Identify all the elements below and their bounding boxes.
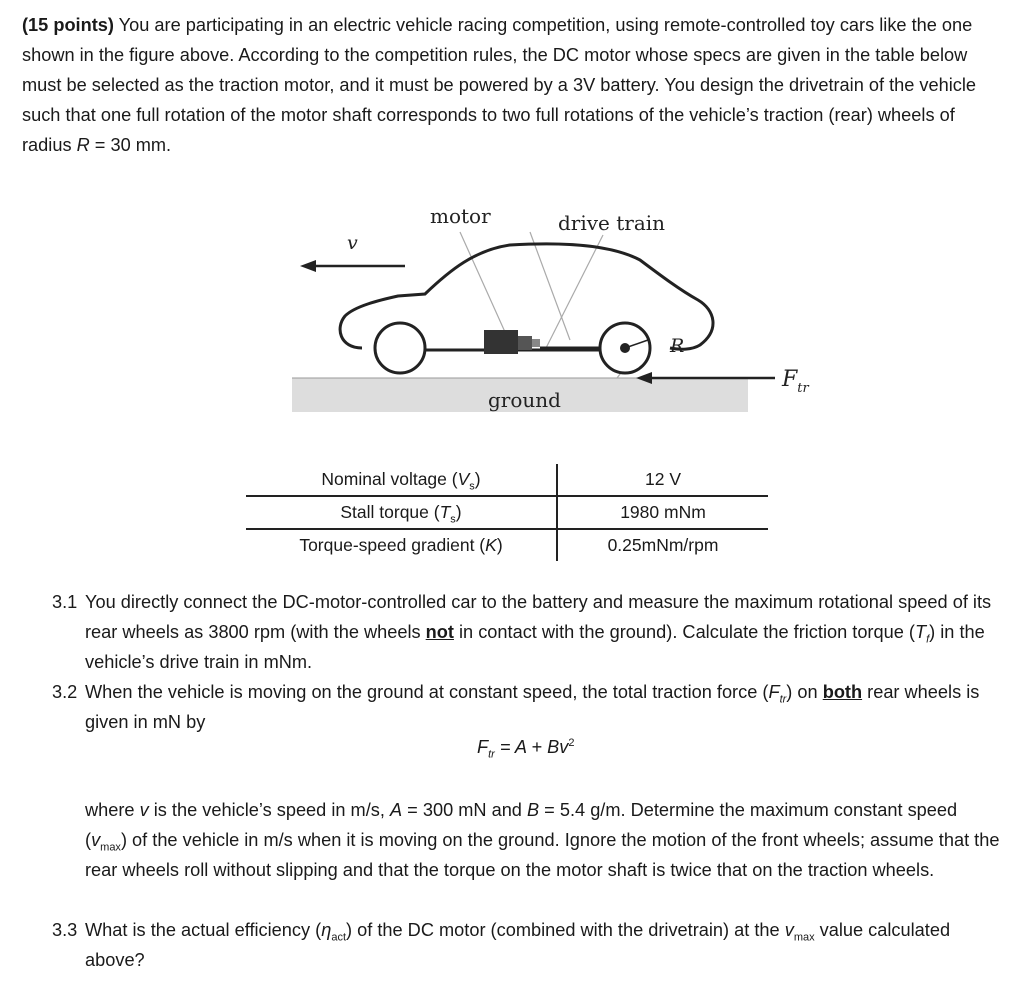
row-name-text: Torque-speed gradient ( bbox=[299, 535, 486, 555]
table-cell-value: 12 V bbox=[557, 464, 768, 496]
car-diagram bbox=[0, 180, 1024, 450]
intro-text-1: You are participating in an electric vehicle racing competition, using remote-controlled toy cars like the one shown in the figure above. According to the competition rules, the DC motor whose specs are given in the table below must be selected as the traction motor, and it must be powered by a 3V battery. You design the drivetrain of the vehicle such that one full rotation of the motor shaft corresponds to two full rotations of the vehicle’s traction (rear) wheels of radius bbox=[22, 15, 977, 155]
row-name-text: Stall torque ( bbox=[340, 502, 440, 522]
q32-text-4: where bbox=[85, 800, 140, 820]
row-symbol: V bbox=[457, 469, 470, 489]
q32-text-6: = 300 mN and bbox=[402, 800, 527, 820]
question-number: 3.2 bbox=[52, 682, 78, 702]
intro-text-2: = 30 mm. bbox=[89, 135, 172, 155]
table-row bbox=[246, 529, 768, 561]
row-name-close: ) bbox=[496, 535, 503, 555]
row-name-close: ) bbox=[455, 502, 462, 522]
table-cell-name bbox=[246, 496, 557, 529]
intro-paragraph bbox=[22, 10, 1007, 160]
table-row bbox=[246, 496, 768, 529]
motor-body bbox=[484, 330, 518, 354]
row-subscript: s bbox=[469, 480, 475, 493]
q33-text-1: What is the actual efficiency ( bbox=[85, 920, 322, 940]
q33-text-3: value calculated above? bbox=[85, 920, 951, 970]
ground-label: ground bbox=[488, 388, 561, 412]
question-3-1 bbox=[52, 587, 1002, 677]
q32-symbol-F-sub: tr bbox=[779, 693, 787, 706]
q33-text-2: ) of the DC motor (combined with the drivetrain) at the bbox=[346, 920, 785, 940]
motor-label: motor bbox=[430, 204, 491, 228]
q32-text-1: When the vehicle is moving on the ground at constant speed, the total traction force ( bbox=[85, 682, 769, 702]
question-3-3 bbox=[52, 915, 1002, 975]
intro-R: R bbox=[76, 135, 90, 155]
drive-train-label: drive train bbox=[558, 211, 666, 235]
eq-body: = A + Bv bbox=[494, 737, 569, 757]
q32-emphasis-both: both bbox=[822, 682, 863, 702]
row-subscript: s bbox=[450, 513, 456, 526]
eq-superscript: 2 bbox=[568, 736, 575, 749]
question-number: 3.1 bbox=[52, 592, 78, 612]
radius-label: R bbox=[670, 335, 685, 357]
q31-text-1: You directly connect the DC-motor-controlled car to the battery and measure the maximum rotational speed of its rear wheels as 3800 rpm (with the wheels bbox=[85, 592, 992, 642]
q33-symbol-v: v bbox=[784, 920, 794, 940]
q31-emphasis-not: not bbox=[425, 622, 454, 642]
row-name-text: Nominal voltage ( bbox=[321, 469, 458, 489]
table-row bbox=[246, 464, 768, 496]
motor-specs-table bbox=[246, 464, 768, 561]
q32-text-7: = 5.4 g/m. Determine the maximum constant speed ( bbox=[85, 800, 958, 850]
velocity-label: v bbox=[347, 232, 358, 254]
q32-text-8: ) of the vehicle in m/s when it is moving on the ground. Ignore the motion of the front wheels; assume that the rear wheels roll without slipping and that the torque on the motor shaft is twice that on the traction wheels. bbox=[85, 830, 1000, 880]
drivetrain-leader-line-1 bbox=[530, 232, 570, 340]
q31-text-3: ) in the vehicle’s drive train in mNm. bbox=[85, 622, 985, 672]
eq-symbol-F-sub: tr bbox=[488, 748, 495, 761]
table-cell-name bbox=[246, 464, 557, 496]
q31-symbol-T: T bbox=[914, 622, 927, 642]
q31-symbol-T-sub: f bbox=[926, 633, 930, 646]
q32-symbol-vmax-sub: max bbox=[100, 841, 121, 854]
question-3-2 bbox=[52, 677, 1002, 737]
table-cell-value: 0.25mNm/rpm bbox=[607, 535, 719, 555]
q33-symbol-eta: η bbox=[321, 920, 332, 940]
question-3-2-continued bbox=[52, 795, 1002, 885]
q32-symbol-vmax: v bbox=[91, 830, 101, 850]
traction-force-label bbox=[781, 367, 809, 396]
drivetrain-leader-line-2 bbox=[545, 235, 603, 350]
q32-symbol-F: F bbox=[768, 682, 780, 702]
q32-text-3: rear wheels is given in mN by bbox=[85, 682, 980, 732]
question-number: 3.3 bbox=[52, 920, 78, 940]
q31-text-2: in contact with the ground). Calculate the friction torque ( bbox=[453, 622, 915, 642]
q33-symbol-v-sub: max bbox=[793, 931, 815, 944]
motor-end bbox=[518, 336, 532, 350]
traction-force-symbol: F bbox=[782, 367, 798, 392]
velocity-arrowhead bbox=[300, 260, 316, 272]
question-body bbox=[85, 677, 1002, 737]
traction-equation bbox=[477, 736, 575, 761]
front-wheel bbox=[375, 323, 425, 373]
q33-symbol-eta-sub: act bbox=[331, 931, 347, 944]
q32-symbol-A: A bbox=[389, 800, 403, 820]
row-symbol: K bbox=[485, 535, 497, 555]
eq-symbol-F: F bbox=[477, 737, 489, 757]
traction-force-subscript: tr bbox=[797, 381, 809, 396]
q32-text-2: ) on bbox=[786, 682, 823, 702]
q32-symbol-v: v bbox=[139, 800, 149, 820]
row-name-close: ) bbox=[474, 469, 481, 489]
row-symbol: T bbox=[439, 502, 451, 522]
points-label: (15 points) bbox=[22, 15, 114, 35]
q32-text-5: is the vehicle’s speed in m/s, bbox=[148, 800, 390, 820]
table-cell-value: 1980 mNm bbox=[557, 496, 768, 529]
q32-symbol-B: B bbox=[526, 800, 540, 820]
question-body bbox=[85, 915, 1002, 975]
question-body bbox=[85, 795, 1002, 885]
question-body bbox=[85, 587, 1002, 677]
motor-shaft bbox=[532, 339, 540, 347]
table-cell-name bbox=[246, 529, 557, 561]
